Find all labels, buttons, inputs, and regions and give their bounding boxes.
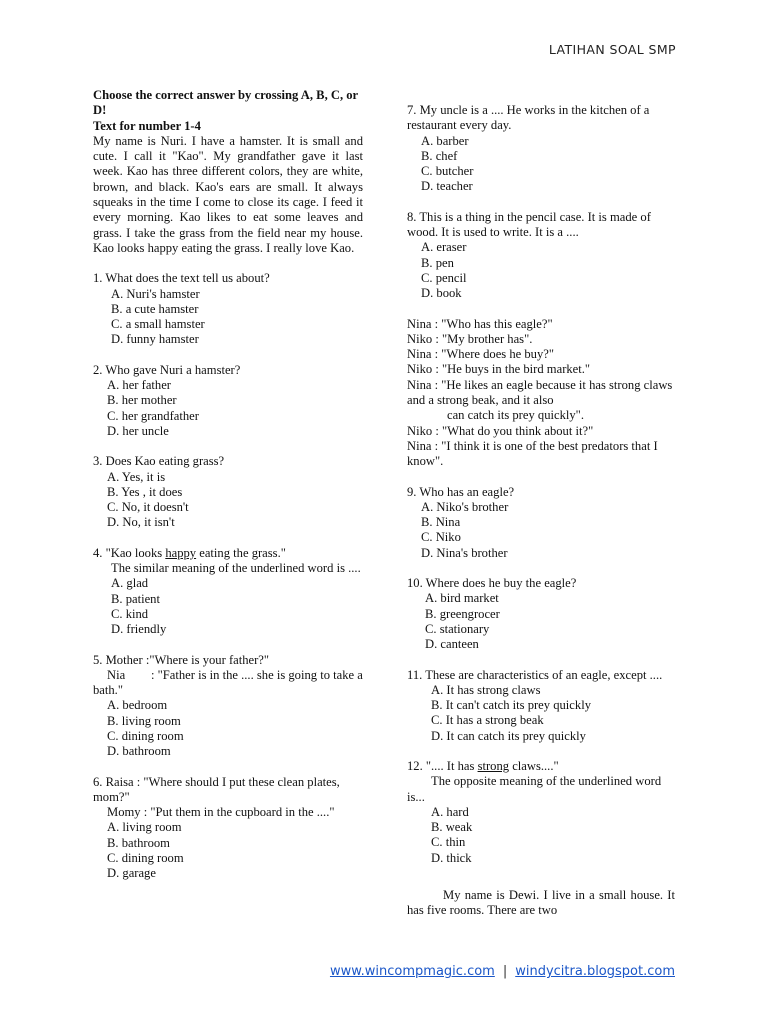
option: C. Niko [421,530,461,545]
question-7 [407,103,675,195]
passage-2: My name is Dewi. I live in a small house. It has five rooms. There are two [407,888,675,918]
option: B. chef [421,148,458,163]
question-5-line2 [93,668,363,699]
option: C. stationary [425,621,490,636]
question-5-line2-text: : "Father is in the .... she is going to take a bath." [93,667,363,698]
dialog-line: Nina : "I think it is one of the best predators that I know". [407,438,658,469]
question-12-pre: 12. ".... It has [407,758,478,773]
dialog-line: Niko : "What do you think about it?" [407,423,594,438]
option: D. her uncle [107,423,169,438]
option: D. Nina's brother [421,545,508,560]
question-11 [407,668,675,744]
option: A. her father [107,378,171,393]
footer-link-windycitra[interactable]: windycitra.blogspot.com [515,964,675,979]
question-6 [93,775,363,882]
option: B. weak [431,820,473,835]
right-column [407,103,675,919]
question-7-text: 7. My uncle is a .... He works in the kitchen of a restaurant every day. [407,103,650,133]
underlined-word: happy [165,545,197,560]
option: A. barber [421,133,469,148]
question-8-text: 8. This is a thing in the pencil case. It is made of wood. It is used to write. It is a .... [407,209,651,240]
dialog-line: Nina : "Where does he buy?" [407,347,555,362]
passage: My name is Nuri. I have a hamster. It is small and cute. I call it "Kao". My grandfather gave it last week. Kao has three different colors, they are white, brown, and black. Kao's ears are small. It always squeaks in the time I come to close its cage. I feed it every morning. Kao likes to eat some leaves and grass. I take the grass from the field near my house. Kao looks happy eating the grass. I really love Kao. [93,133,363,255]
left-column [93,88,363,882]
option: A. eraser [421,240,467,255]
option: B. pen [421,255,454,270]
question-12 [407,759,675,866]
question-1 [93,271,363,347]
footer-separator: | [502,964,508,979]
option: D. book [421,286,462,301]
question-5 [93,653,363,760]
question-4 [93,546,363,638]
option: C. a small hamster [111,317,205,332]
footer-link-wincompmagic[interactable]: www.wincompmagic.com [329,964,495,979]
option: B. patient [111,591,160,606]
option: A. bedroom [107,698,168,713]
question-3 [93,454,363,530]
question-10-text: 10. Where does he buy the eagle? [407,576,577,591]
option: D. teacher [421,179,473,194]
question-2-text: 2. Who gave Nuri a hamster? [93,362,241,377]
question-4-pre: 4. "Kao looks [93,545,166,560]
question-8 [407,210,675,302]
option: B. Yes , it does [107,484,183,499]
option: B. her mother [107,393,177,408]
option: B. It can't catch its prey quickly [431,698,591,713]
text-heading: Text for number 1-4 [93,118,201,133]
question-9-text: 9. Who has an eagle? [407,484,515,499]
option: D. No, it isn't [107,515,175,530]
option: D. garage [107,866,156,881]
option: C. dining room [107,728,184,743]
question-3-text: 3. Does Kao eating grass? [93,454,225,469]
question-5-line1: 5. Mother :"Where is your father?" [93,652,270,667]
option: B. bathroom [107,835,170,850]
underlined-word: strong [477,758,510,773]
option: C. kind [111,606,149,621]
dialog [407,317,675,470]
option: B. living room [107,713,181,728]
dialog-line: Niko : "He buys in the bird market." [407,362,591,377]
option: C. It has a strong beak [431,713,544,728]
instruction: Choose the correct answer by crossing A, B, C, or D! [93,88,358,118]
question-4-post: eating the grass." [196,545,286,560]
page-header: LATIHAN SOAL SMP [548,42,676,57]
option: D. friendly [111,622,167,637]
option: B. Nina [421,515,461,530]
question-1-text: 1. What does the text tell us about? [93,271,270,286]
option: A. glad [111,576,149,591]
option: D. canteen [425,637,479,652]
option: C. pencil [421,270,467,285]
question-12-text [407,759,675,774]
dialog-line: can catch its prey quickly". [447,408,584,423]
question-10 [407,576,675,652]
dialog-line: Niko : "My brother has". [407,331,533,346]
question-9 [407,485,675,561]
option: C. dining room [107,851,184,866]
question-11-text: 11. These are characteristics of an eagle, except .... [407,667,663,682]
option: D. It can catch its prey quickly [431,728,586,743]
question-12-post: claws...." [509,758,559,773]
option: A. It has strong claws [431,682,541,697]
option: A. Niko's brother [421,499,509,514]
option: C. thin [431,835,466,850]
option: D. bathroom [107,744,171,759]
option: A. hard [431,804,469,819]
question-4-sub: The similar meaning of the underlined word is .... [111,561,361,576]
option: C. her grandfather [107,408,199,423]
option: C. No, it doesn't [107,500,189,515]
question-6-line1: 6. Raisa : "Where should I put these clean plates, mom?" [93,774,340,804]
page-footer [330,964,675,979]
question-4-text [93,546,363,561]
option: A. Nuri's hamster [111,286,200,301]
question-6-line2: Momy : "Put them in the cupboard in the ...." [107,805,335,820]
option: B. greengrocer [425,606,500,621]
option: D. funny hamster [111,332,199,347]
option: A. living room [107,820,182,835]
option: D. thick [431,850,472,865]
option: B. a cute hamster [111,301,199,316]
option: A. Yes, it is [107,469,166,484]
question-2 [93,363,363,439]
question-12-sub: The opposite meaning of the underlined word is... [407,774,662,804]
dialog-line: Nina : "He likes an eagle because it has strong claws and a strong beak, and it also [407,377,673,408]
option: C. butcher [421,164,474,179]
speaker: Nia [107,667,126,682]
dialog-line: Nina : "Who has this eagle?" [407,316,553,331]
option: A. bird market [425,591,499,606]
